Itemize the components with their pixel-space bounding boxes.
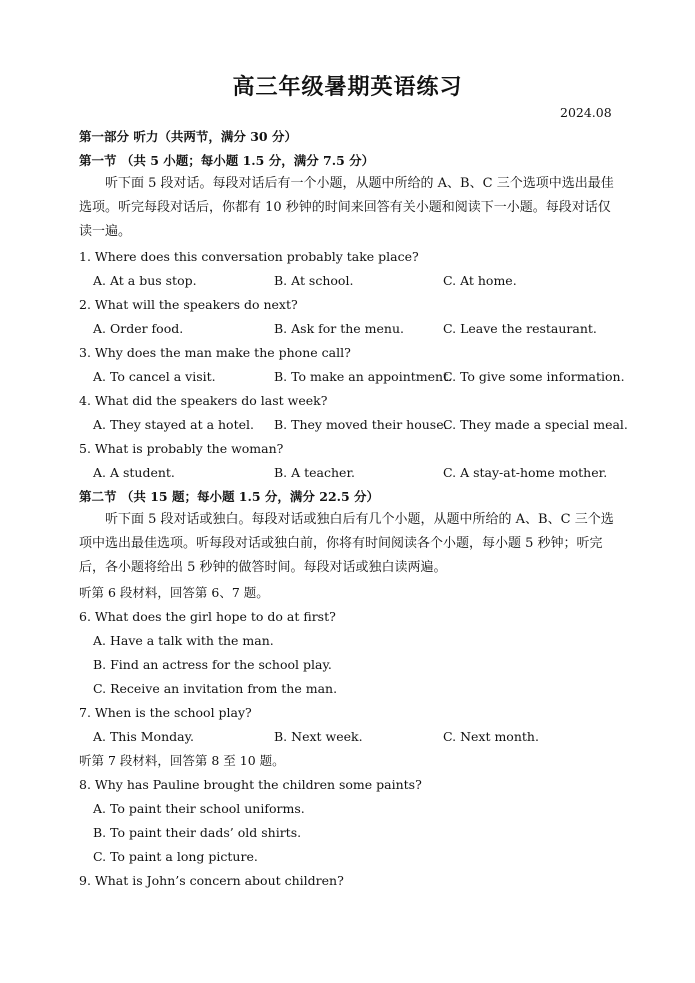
question-1: 1. Where does this conversation probably take place? [79,249,419,264]
section2-instructions [79,508,619,580]
question-8: 8. Why has Pauline brought the children some paints? [79,777,422,792]
q7-option-b: B. Next week. [274,729,363,744]
q4-option-c: C. They made a special meal. [443,417,628,432]
q7-option-c: C. Next month. [443,729,539,744]
material-7-note: 听第 7 段材料，回答第 8 至 10 题。 [79,753,285,768]
q8-option-a: A. To paint their school uniforms. [93,801,305,816]
part1-header: 第一部分 听力（共两节，满分 30 分） [79,129,297,144]
q1-option-a: A. At a bus stop. [93,273,197,288]
q5-option-c: C. A stay-at-home mother. [443,465,608,480]
section2-header: 第二节 （共 15 题；每小题 1.5 分，满分 22.5 分） [79,489,380,504]
q6-option-b: B. Find an actress for the school play. [93,657,332,672]
section1-instructions [79,172,619,244]
q2-option-a: A. Order food. [93,321,184,336]
q3-option-a: A. To cancel a visit. [93,369,216,384]
question-3: 3. Why does the man make the phone call? [79,345,351,360]
q5-option-a: A. A student. [93,465,175,480]
section1-header: 第一节 （共 5 小题；每小题 1.5 分，满分 7.5 分） [79,153,375,168]
q2-option-c: C. Leave the restaurant. [443,321,597,336]
section2-instructions-text: 听下面 5 段对话或独白。每段对话或独白后有几个小题，从题中所给的 A、B、C 三个选项中选出最佳选项。听每段对话或独白前，你将有时间阅读各个小题，每小题 5 秒钟；听完后，各小题将给出 5 秒钟的做答时间。每段对话或独白读两遍。 [79,512,614,575]
exam-date: 2024.08 [560,105,612,120]
q8-option-b: B. To paint their dads’ old shirts. [93,825,302,840]
question-2: 2. What will the speakers do next? [79,297,298,312]
q2-option-b: B. Ask for the menu. [274,321,404,336]
question-9: 9. What is John’s concern about children? [79,873,344,888]
section1-instructions-text: 听下面 5 段对话。每段对话后有一个小题，从题中所给的 A、B、C 三个选项中选出最佳选项。听完每段对话后，你都有 10 秒钟的时间来回答有关小题和阅读下一小题。每段对话仅读一遍。 [79,176,614,239]
q4-option-b: B. They moved their house. [274,417,448,432]
q5-option-b: B. A teacher. [274,465,356,480]
q4-option-a: A. They stayed at a hotel. [93,417,254,432]
q8-option-c: C. To paint a long picture. [93,849,258,864]
q6-option-a: A. Have a talk with the man. [93,633,274,648]
question-6: 6. What does the girl hope to do at first? [79,609,336,624]
material-6-note: 听第 6 段材料，回答第 6、7 题。 [79,585,269,600]
question-4: 4. What did the speakers do last week? [79,393,328,408]
q7-option-a: A. This Monday. [93,729,194,744]
question-7: 7. When is the school play? [79,705,252,720]
q3-option-c: C. To give some information. [443,369,625,384]
q3-option-b: B. To make an appointment. [274,369,453,384]
question-5: 5. What is probably the woman? [79,441,284,456]
page-title: 高三年级暑期英语练习 [232,74,463,100]
q1-option-b: B. At school. [274,273,354,288]
q1-option-c: C. At home. [443,273,517,288]
q6-option-c: C. Receive an invitation from the man. [93,681,338,696]
